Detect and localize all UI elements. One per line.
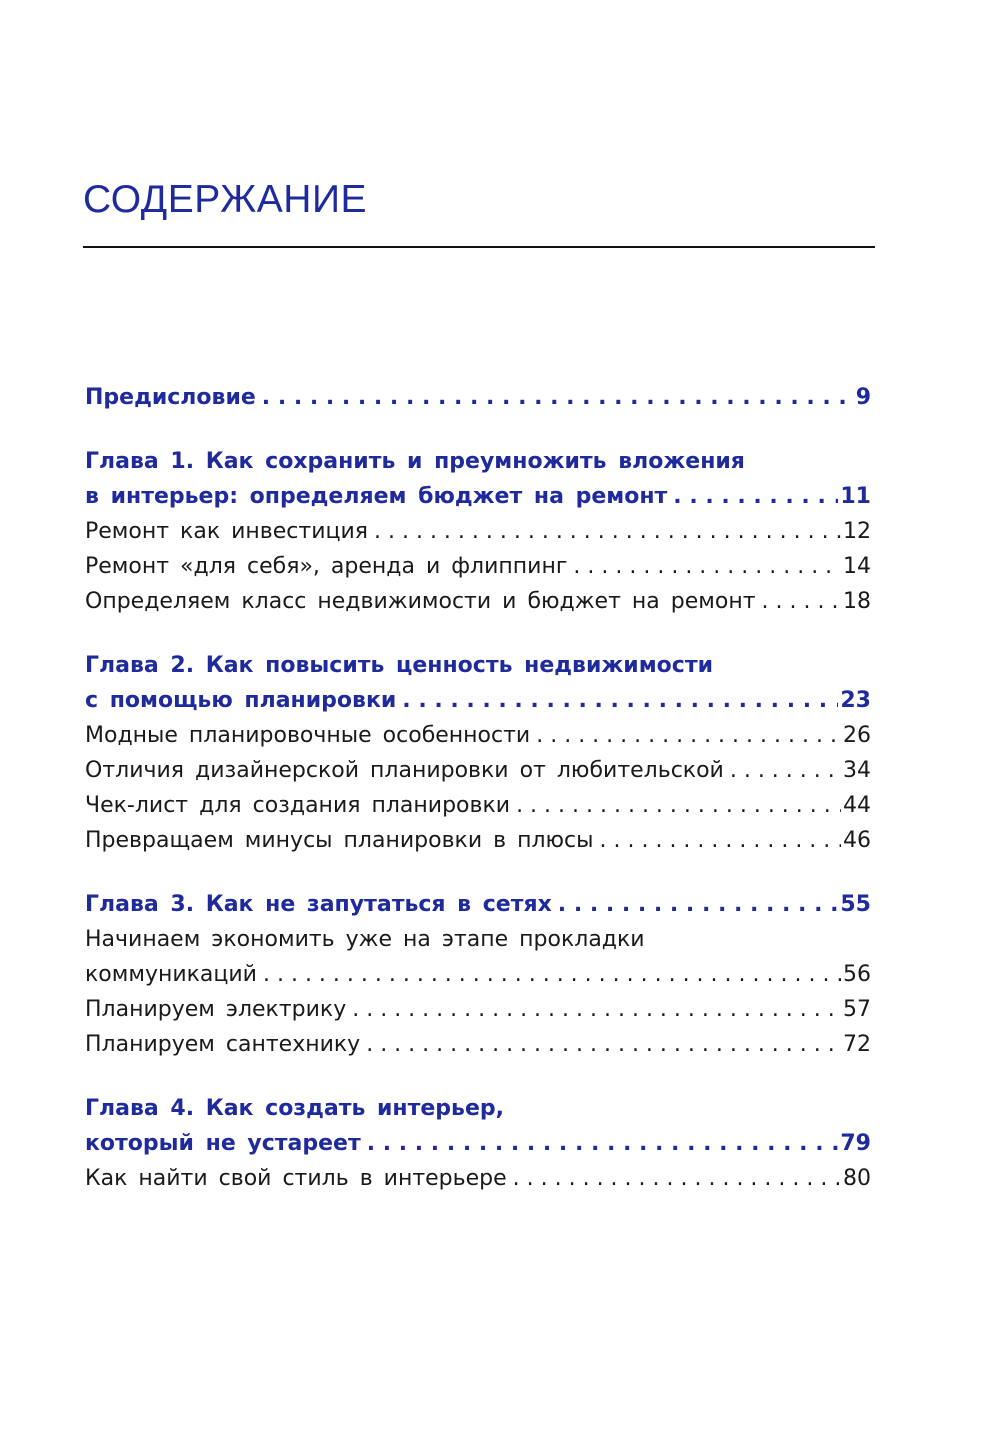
- toc-page-number: 23: [840, 688, 871, 713]
- dot-leader: [367, 1126, 839, 1161]
- toc-entry-label: Планируем сантехнику: [85, 1032, 361, 1057]
- toc-page-number: 80: [843, 1166, 871, 1191]
- toc-chapter-1-title-line-2[interactable]: [85, 479, 871, 514]
- toc-entry-label: Как найти свой стиль в интерьере: [85, 1166, 507, 1191]
- toc-entry-label: с помощью планировки: [85, 688, 397, 713]
- toc-chapter-3-title[interactable]: [85, 887, 871, 922]
- toc-entry-label: Глава 1. Как сохранить и преумножить вложения: [85, 449, 745, 474]
- dot-leader: [262, 380, 854, 415]
- toc-entry-label: Отличия дизайнерской планировки от любительской: [85, 758, 724, 783]
- dot-leader: [536, 718, 841, 753]
- toc-preface-group: [85, 380, 871, 415]
- toc-page-number: 79: [840, 1131, 871, 1156]
- toc-chapter-4-group: [85, 1091, 871, 1196]
- toc-entry-label: Глава 3. Как не запутаться в сетях: [85, 892, 552, 917]
- toc-entry-label: Глава 4. Как создать интерьер,: [85, 1096, 504, 1121]
- toc-entry-label: Чек-лист для создания планировки: [85, 793, 511, 818]
- toc-chapter-1-title-line-1[interactable]: [85, 444, 871, 479]
- dot-leader: [352, 992, 841, 1027]
- dot-leader: [263, 957, 841, 992]
- toc-entry-label: Ремонт «для себя», аренда и флиппинг: [85, 554, 568, 579]
- toc-entry-label: Предисловие: [85, 385, 256, 410]
- toc-entry-label: Превращаем минусы планировки в плюсы: [85, 828, 594, 853]
- toc-section-entry[interactable]: [85, 753, 871, 788]
- dot-leader: [513, 1161, 841, 1196]
- toc-chapter-2-title-line-2[interactable]: [85, 683, 871, 718]
- toc-page-number: 26: [843, 723, 871, 748]
- toc-section-entry[interactable]: [85, 514, 871, 549]
- dot-leader: [516, 788, 841, 823]
- toc-page-number: 72: [843, 1032, 871, 1057]
- toc-page-number: 18: [843, 589, 871, 614]
- toc-chapter-3-group: [85, 887, 871, 1062]
- toc-section-entry[interactable]: [85, 718, 871, 753]
- toc-page-number: 11: [840, 484, 871, 509]
- toc-page-number: 9: [855, 385, 871, 410]
- toc-entry-label: Начинаем экономить уже на этапе прокладки: [85, 927, 645, 952]
- toc-entry-label: Ремонт как инвестиция: [85, 519, 368, 544]
- toc-entry-label: в интерьер: определяем бюджет на ремонт: [85, 484, 668, 509]
- dot-leader: [374, 514, 841, 549]
- dot-leader: [600, 823, 841, 858]
- toc-chapter-4-title-line-2[interactable]: [85, 1126, 871, 1161]
- toc-chapter-1-group: [85, 444, 871, 619]
- title-divider: [83, 246, 875, 248]
- toc-section-entry[interactable]: [85, 1027, 871, 1062]
- dot-leader: [762, 584, 841, 619]
- page-title: СОДЕРЖАНИЕ: [83, 178, 368, 221]
- toc-section-entry[interactable]: [85, 957, 871, 992]
- toc-page-number: 56: [843, 962, 871, 987]
- toc-chapter-2-group: [85, 648, 871, 858]
- dot-leader: [673, 479, 838, 514]
- dot-leader: [366, 1027, 841, 1062]
- toc-section-entry[interactable]: [85, 549, 871, 584]
- toc-entry-label: коммуникаций: [85, 962, 257, 987]
- toc-page-number: 57: [843, 997, 871, 1022]
- toc-page-number: 46: [843, 828, 871, 853]
- toc-entry-label: Планируем электрику: [85, 997, 347, 1022]
- toc-chapter-2-title-line-1[interactable]: [85, 648, 871, 683]
- dot-leader: [402, 683, 838, 718]
- dot-leader: [558, 887, 839, 922]
- toc-entry-label: Определяем класс недвижимости и бюджет на ремонт: [85, 589, 756, 614]
- toc-page-number: 12: [843, 519, 871, 544]
- toc-entry-label: Модные планировочные особенности: [85, 723, 531, 748]
- toc-page-number: 14: [843, 554, 871, 579]
- toc-section-entry-line-1[interactable]: [85, 922, 871, 957]
- toc-section-entry[interactable]: [85, 584, 871, 619]
- toc-page-number: 44: [843, 793, 871, 818]
- dot-leader: [730, 753, 841, 788]
- toc-entry-label: Глава 2. Как повысить ценность недвижимости: [85, 653, 713, 678]
- toc-chapter-4-title-line-1[interactable]: [85, 1091, 871, 1126]
- dot-leader: [573, 549, 841, 584]
- toc-entry-preface[interactable]: [85, 380, 871, 415]
- toc-entry-label: который не устареет: [85, 1131, 361, 1156]
- table-of-contents: [85, 380, 871, 1225]
- toc-section-entry[interactable]: [85, 823, 871, 858]
- toc-page-number: 55: [840, 892, 871, 917]
- toc-section-entry[interactable]: [85, 788, 871, 823]
- toc-section-entry[interactable]: [85, 1161, 871, 1196]
- toc-page-number: 34: [843, 758, 871, 783]
- toc-section-entry[interactable]: [85, 992, 871, 1027]
